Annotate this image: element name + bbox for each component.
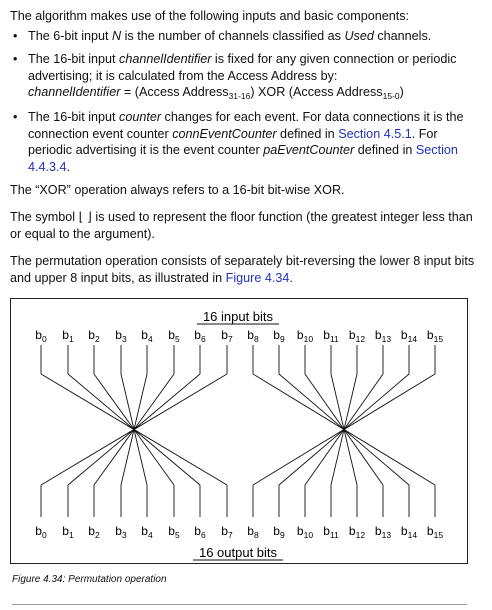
output-bit-b5: $b_5$ (168, 524, 180, 540)
figure-caption: Figure 4.34: Permutation operation (12, 574, 167, 585)
output-bit-b1: $b_1$ (62, 524, 74, 540)
input-bit-b11: $b_{11}$ (323, 328, 339, 344)
output-bit-b7: $b_7$ (221, 524, 233, 540)
section-4-4-3-4-link[interactable]: Section 4.4.3.4 (28, 143, 458, 174)
output-bit-b2: $b_2$ (88, 524, 100, 540)
input-bit-b3: $b_3$ (115, 328, 127, 344)
input-bit-b10: $b_{10}$ (296, 328, 314, 344)
wires (41, 345, 435, 517)
output-bit-b8: $b_8$ (247, 524, 259, 540)
bullet-2-text: The 16-bit input channelIdentifier is fixed for any given connection or periodic advertising; it is calculated from the Access Address by: channelIdentifier = (Access Address$_{31-16}$) XOR (Access Address$_{15-0}$) (28, 52, 457, 101)
input-bit-b7: $b_7$ (221, 328, 233, 344)
output-bit-b4: $b_4$ (141, 524, 153, 540)
input-bits (35, 328, 443, 344)
input-bit-b6: $b_6$ (194, 328, 206, 344)
input-bit-b0: $b_0$ (35, 328, 47, 344)
output-bit-b14: $b_{14}$ (400, 524, 418, 540)
input-bit-b13: $b_{13}$ (374, 328, 392, 344)
input-bit-b4: $b_4$ (141, 328, 153, 344)
input-bit-b9: $b_9$ (273, 328, 285, 344)
input-bit-b5: $b_5$ (168, 328, 180, 344)
bullet-marker: • (13, 29, 18, 43)
input-bit-b2: $b_2$ (88, 328, 100, 344)
floor-symbol: ⌊ ⌋ (78, 210, 92, 224)
input-bit-b8: $b_8$ (247, 328, 259, 344)
figure-4-34-link[interactable]: Figure 4.34 (225, 270, 290, 285)
floor-text: The symbol ⌊ ⌋ is used to represent the floor function (the greatest integer less than or equal to the argument). (10, 210, 473, 241)
output-bit-b10: $b_{10}$ (296, 524, 314, 540)
output-bit-b0: $b_0$ (35, 524, 47, 540)
output-bit-b6: $b_6$ (194, 524, 206, 540)
bullet-marker: • (13, 52, 18, 66)
permutation-figure (10, 298, 468, 564)
bullet-1-text: The 6-bit input N is the number of channels classified as Used channels. (28, 29, 432, 43)
output-bit-b9: $b_9$ (273, 524, 285, 540)
bottom-rule (12, 604, 467, 605)
input-bit-b15: $b_{15}$ (426, 328, 444, 344)
permutation-text: The permutation operation consists of separately bit-reversing the lower 8 input bits and upper 8 input bits, as illustrated in Figure 4.34. (10, 254, 475, 285)
output-bit-b11: $b_{11}$ (323, 524, 339, 540)
bullet-3-text: The 16-bit input counter changes for each event. For data connections it is the connection event counter connEventCounter defined in Section 4.5.1. For periodic advertising it is the event counter paEventCounter defined in Section 4.4.3.4. (28, 110, 464, 174)
output-bit-b13: $b_{13}$ (374, 524, 392, 540)
input-bit-b1: $b_1$ (62, 328, 74, 344)
output-bits (35, 524, 443, 540)
section-4-5-1-link[interactable]: Section 4.5.1 (338, 126, 412, 141)
input-bit-b12: $b_{12}$ (348, 328, 366, 344)
output-bit-b12: $b_{12}$ (348, 524, 366, 540)
bullet-marker: • (13, 110, 18, 124)
input-bit-b14: $b_{14}$ (400, 328, 418, 344)
output-bit-b3: $b_3$ (115, 524, 127, 540)
input-bits-label: 16 input bits (202, 309, 274, 324)
output-bit-b15: $b_{15}$ (426, 524, 444, 540)
permutation-diagram (11, 299, 467, 563)
intro-text: The algorithm makes use of the following inputs and basic components: (10, 9, 410, 23)
xor-text: The “XOR” operation always refers to a 16-bit bit-wise XOR. (10, 183, 345, 197)
output-bits-label: 16 output bits (198, 545, 278, 560)
